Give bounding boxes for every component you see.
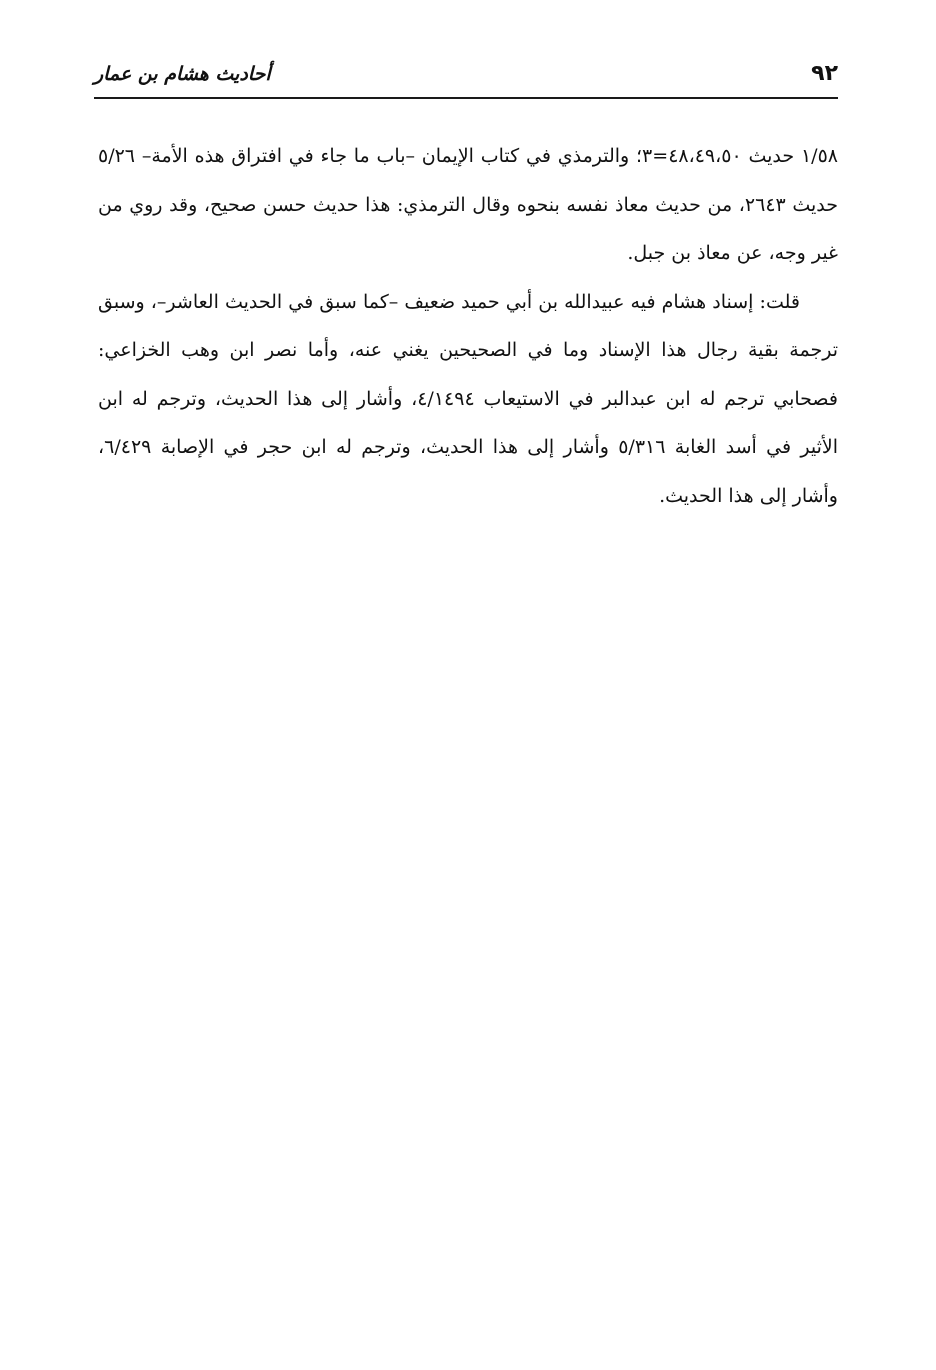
header-divider (94, 97, 838, 99)
page-number: ٩٢ (811, 61, 838, 86)
paragraph-commentary: قلت: إسناد هشام فيه عبيدالله بن أبي حميد ضعيف –كما سبق في الحديث العاشر–، وسبق ترجمة بقية رجال هذا الإسناد وما في الصحيحين يغني عنه، وأما نصر ابن وهب الخزاعي: فصحابي ترجم له ابن عبدالبر في الاستيعاب ٤/١٤٩٤، وأشار إلى هذا الحديث، وترجم له ابن الأثير في أسد الغابة ٥/٣١٦ وأشار إلى هذا الحديث، وترجم له ابن حجر في الإصابة ٦/٤٢٩، وأشار إلى هذا الحديث. (98, 290, 838, 507)
page-header (94, 58, 838, 92)
paragraph-footnote-continuation: ١/٥٨ حديث ٤٨،٤٩،٥٠=٣؛ والترمذي في كتاب الإيمان –باب ما جاء في افتراق هذه الأمة– ٥/٢٦ حديث ٢٦٤٣، من حديث معاذ نفسه بنحوه وقال الترمذي: هذا حديث حسن صحيح، وقد روي من غير وجه، عن معاذ بن جبل. (98, 145, 839, 264)
main-text (98, 132, 838, 520)
running-title: أحاديث هشام بن عمار (94, 63, 271, 85)
